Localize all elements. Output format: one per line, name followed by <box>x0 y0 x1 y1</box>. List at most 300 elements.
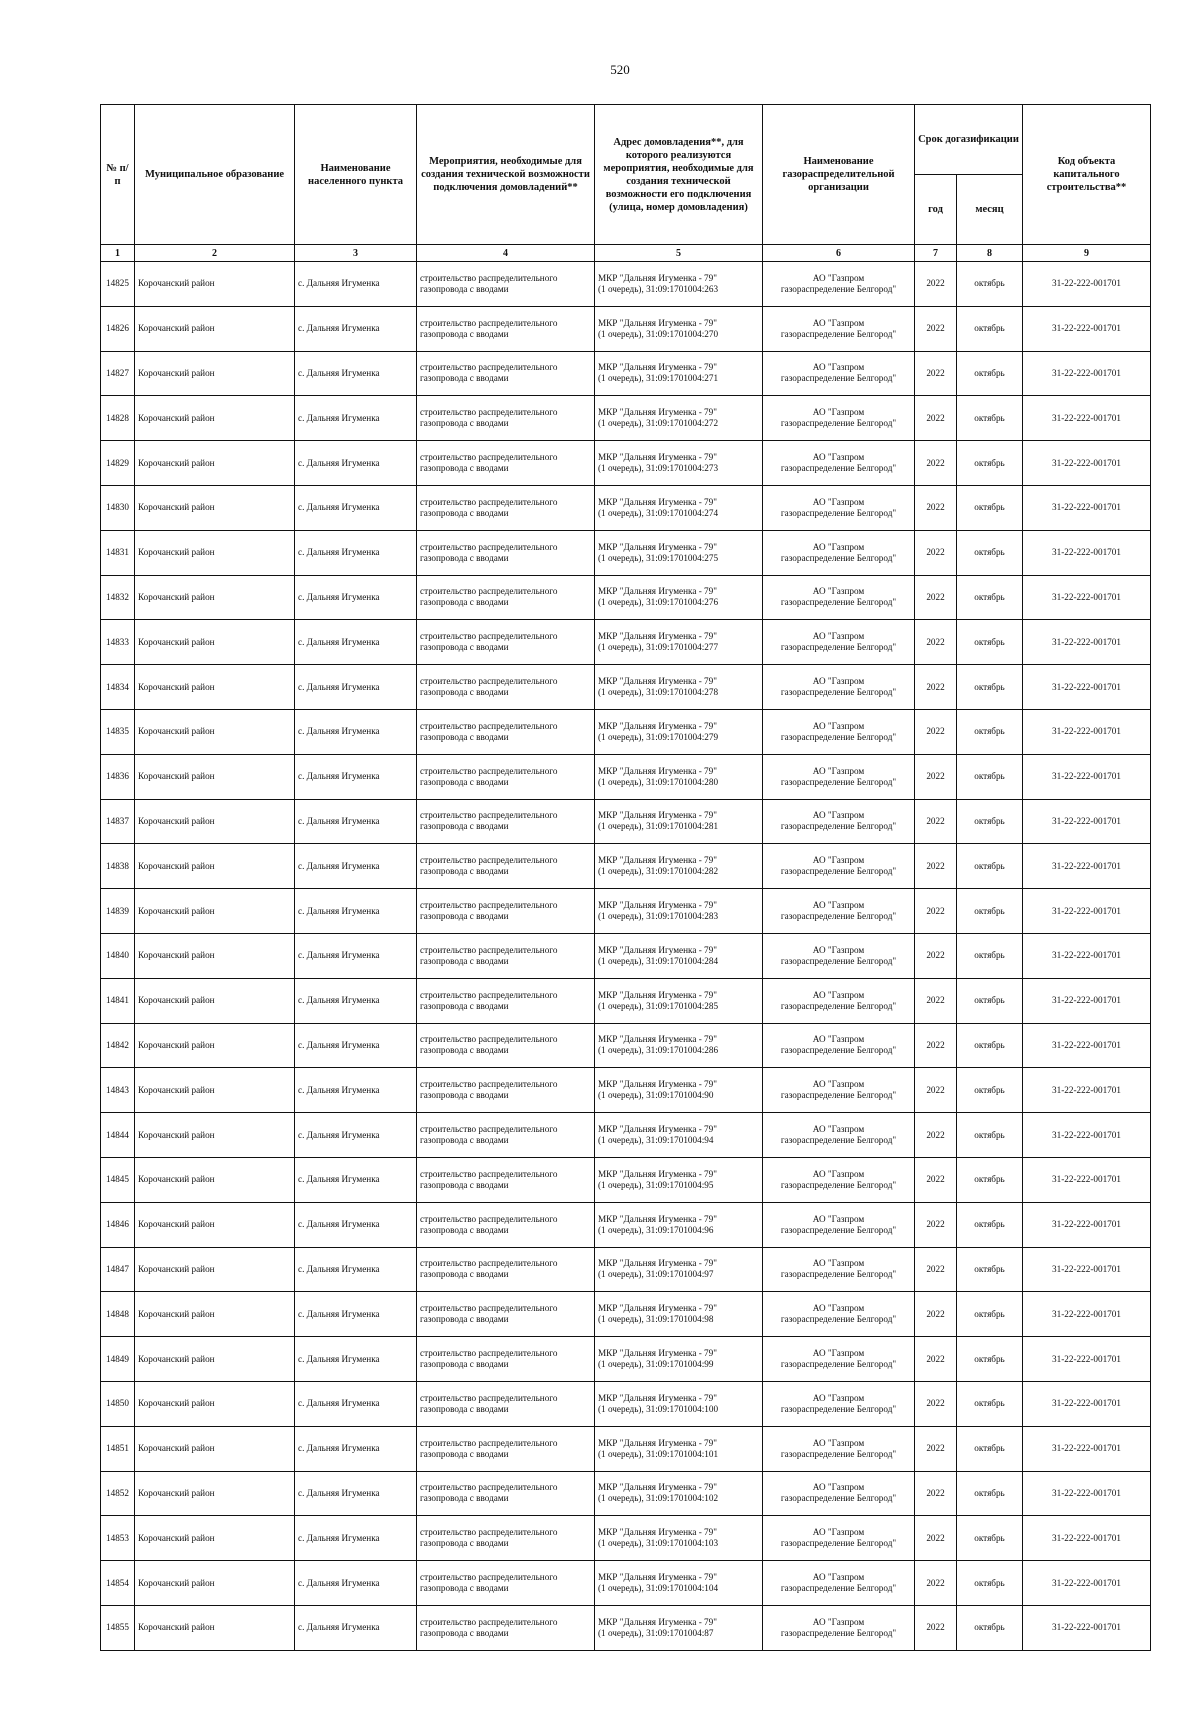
event-line: строительство распределительного <box>420 317 558 328</box>
table-row <box>101 799 1151 844</box>
code-cell: 31-22-222-001701 <box>1023 1337 1151 1382</box>
table-row <box>101 1561 1151 1606</box>
event-cell <box>417 1247 595 1292</box>
settlement-cell: с. Дальняя Игуменка <box>295 1023 417 1068</box>
address-cell <box>595 485 763 530</box>
event-line: газопровода с вводами <box>420 597 509 608</box>
year-cell: 2022 <box>915 1113 957 1158</box>
org-line: АО "Газпром <box>812 1482 865 1493</box>
address-line: МКР "Дальняя Игуменка - 79" <box>598 407 717 418</box>
row-number: 14845 <box>101 1157 135 1202</box>
event-line: газопровода с вводами <box>420 507 509 518</box>
org-line: АО "Газпром <box>812 765 865 776</box>
event-line: газопровода с вводами <box>420 1448 509 1459</box>
address-line: (1 очередь), 31:09:1701004:282 <box>598 866 719 877</box>
address-line: (1 очередь), 31:09:1701004:96 <box>598 1224 714 1235</box>
event-cell <box>417 485 595 530</box>
row-number: 14855 <box>101 1605 135 1650</box>
address-line: (1 очередь), 31:09:1701004:94 <box>598 1135 714 1146</box>
event-cell <box>417 709 595 754</box>
code-cell: 31-22-222-001701 <box>1023 799 1151 844</box>
municipality-cell: Корочанский район <box>135 889 295 934</box>
header-event: Мероприятия, необходимые для создания технической возможности подключения домовладений** <box>417 105 595 245</box>
address-line: (1 очередь), 31:09:1701004:104 <box>598 1583 719 1593</box>
municipality-cell: Корочанский район <box>135 351 295 396</box>
org-line: АО "Газпром <box>812 1616 865 1627</box>
event-line: строительство распределительного <box>420 765 558 776</box>
header-code: Код объекта капитального строительства** <box>1023 105 1151 245</box>
event-line: газопровода с вводами <box>420 1359 509 1370</box>
org-cell <box>763 889 915 934</box>
settlement-cell: с. Дальняя Игуменка <box>295 933 417 978</box>
row-number: 14828 <box>101 396 135 441</box>
org-line: АО "Газпром <box>812 900 865 911</box>
table-row <box>101 709 1151 754</box>
municipality-cell: Корочанский район <box>135 978 295 1023</box>
org-line: АО "Газпром <box>812 272 865 283</box>
table-row <box>101 441 1151 486</box>
table-row <box>101 1337 1151 1382</box>
event-line: газопровода с вводами <box>420 642 509 653</box>
event-line: газопровода с вводами <box>420 687 509 698</box>
address-line: МКР "Дальняя Игуменка - 79" <box>598 720 717 731</box>
year-cell: 2022 <box>915 665 957 710</box>
settlement-cell: с. Дальняя Игуменка <box>295 1292 417 1337</box>
org-line: газораспределение Белгород" <box>780 552 897 563</box>
row-number: 14826 <box>101 306 135 351</box>
event-cell <box>417 1471 595 1516</box>
event-line: строительство распределительного <box>420 586 558 597</box>
code-cell: 31-22-222-001701 <box>1023 351 1151 396</box>
address-line: МКР "Дальняя Игуменка - 79" <box>598 1258 717 1269</box>
year-cell: 2022 <box>915 889 957 934</box>
settlement-cell: с. Дальняя Игуменка <box>295 441 417 486</box>
event-line: газопровода с вводами <box>420 373 509 384</box>
event-line: газопровода с вводами <box>420 866 509 877</box>
row-number: 14839 <box>101 889 135 934</box>
settlement-cell: с. Дальняя Игуменка <box>295 1516 417 1561</box>
org-line: АО "Газпром <box>812 944 865 955</box>
org-line: газораспределение Белгород" <box>780 1179 897 1190</box>
org-cell <box>763 530 915 575</box>
address-cell <box>595 978 763 1023</box>
settlement-cell: с. Дальняя Игуменка <box>295 1068 417 1113</box>
address-line: МКР "Дальняя Игуменка - 79" <box>598 1527 717 1538</box>
municipality-cell: Корочанский район <box>135 485 295 530</box>
org-cell <box>763 1157 915 1202</box>
table-row <box>101 575 1151 620</box>
year-cell: 2022 <box>915 396 957 441</box>
org-line: АО "Газпром <box>812 855 865 866</box>
org-line: газораспределение Белгород" <box>780 1314 897 1325</box>
address-line: (1 очередь), 31:09:1701004:276 <box>598 597 719 608</box>
table-row <box>101 1247 1151 1292</box>
settlement-cell: с. Дальняя Игуменка <box>295 1471 417 1516</box>
row-number: 14833 <box>101 620 135 665</box>
address-cell <box>595 1561 763 1606</box>
event-cell <box>417 441 595 486</box>
address-cell <box>595 933 763 978</box>
header-month: месяц <box>957 175 1023 245</box>
year-cell: 2022 <box>915 978 957 1023</box>
row-number: 14853 <box>101 1516 135 1561</box>
org-line: газораспределение Белгород" <box>780 1493 897 1504</box>
address-cell <box>595 1202 763 1247</box>
event-line: строительство распределительного <box>420 989 558 1000</box>
org-cell <box>763 1561 915 1606</box>
address-line: (1 очередь), 31:09:1701004:101 <box>598 1448 719 1459</box>
column-numbers-row <box>101 245 1151 262</box>
year-cell: 2022 <box>915 485 957 530</box>
column-number: 4 <box>417 245 595 262</box>
event-line: газопровода с вводами <box>420 283 509 294</box>
year-cell: 2022 <box>915 754 957 799</box>
address-line: МКР "Дальняя Игуменка - 79" <box>598 1213 717 1224</box>
municipality-cell: Корочанский район <box>135 1516 295 1561</box>
month-cell: октябрь <box>957 262 1023 307</box>
event-cell <box>417 1561 595 1606</box>
org-cell <box>763 1471 915 1516</box>
event-line: строительство распределительного <box>420 720 558 731</box>
code-cell: 31-22-222-001701 <box>1023 1605 1151 1650</box>
address-line: МКР "Дальняя Игуменка - 79" <box>598 1124 717 1135</box>
municipality-cell: Корочанский район <box>135 396 295 441</box>
address-line: МКР "Дальняя Игуменка - 79" <box>598 1348 717 1359</box>
month-cell: октябрь <box>957 799 1023 844</box>
row-number: 14842 <box>101 1023 135 1068</box>
event-line: газопровода с вводами <box>420 1090 509 1101</box>
code-cell: 31-22-222-001701 <box>1023 1068 1151 1113</box>
org-line: газораспределение Белгород" <box>780 1090 897 1101</box>
org-line: АО "Газпром <box>812 586 865 597</box>
header-deadline: Срок догазификации <box>915 105 1023 175</box>
address-line: (1 очередь), 31:09:1701004:102 <box>598 1493 719 1504</box>
table-row <box>101 262 1151 307</box>
column-number: 2 <box>135 245 295 262</box>
address-cell <box>595 889 763 934</box>
address-line: (1 очередь), 31:09:1701004:100 <box>598 1403 719 1414</box>
code-cell: 31-22-222-001701 <box>1023 620 1151 665</box>
month-cell: октябрь <box>957 351 1023 396</box>
year-cell: 2022 <box>915 620 957 665</box>
event-cell <box>417 978 595 1023</box>
event-cell <box>417 1381 595 1426</box>
address-line: МКР "Дальняя Игуменка - 79" <box>598 362 717 373</box>
year-cell: 2022 <box>915 351 957 396</box>
column-number: 5 <box>595 245 763 262</box>
event-line: газопровода с вводами <box>420 821 509 832</box>
address-line: (1 очередь), 31:09:1701004:281 <box>598 821 719 832</box>
address-line: (1 очередь), 31:09:1701004:90 <box>598 1090 714 1101</box>
settlement-cell: с. Дальняя Игуменка <box>295 978 417 1023</box>
address-line: МКР "Дальняя Игуменка - 79" <box>598 1034 717 1045</box>
settlement-cell: с. Дальняя Игуменка <box>295 1426 417 1471</box>
month-cell: октябрь <box>957 889 1023 934</box>
address-line: МКР "Дальняя Игуменка - 79" <box>598 855 717 866</box>
month-cell: октябрь <box>957 530 1023 575</box>
event-line: газопровода с вводами <box>420 1179 509 1190</box>
event-line: строительство распределительного <box>420 452 558 463</box>
event-cell <box>417 1068 595 1113</box>
org-line: газораспределение Белгород" <box>780 418 897 429</box>
org-line: АО "Газпром <box>812 676 865 687</box>
settlement-cell: с. Дальняя Игуменка <box>295 1202 417 1247</box>
code-cell: 31-22-222-001701 <box>1023 1023 1151 1068</box>
row-number: 14830 <box>101 485 135 530</box>
org-cell <box>763 306 915 351</box>
address-line: МКР "Дальняя Игуменка - 79" <box>598 900 717 911</box>
code-cell: 31-22-222-001701 <box>1023 665 1151 710</box>
code-cell: 31-22-222-001701 <box>1023 844 1151 889</box>
year-cell: 2022 <box>915 1605 957 1650</box>
row-number: 14829 <box>101 441 135 486</box>
address-cell <box>595 1068 763 1113</box>
address-line: (1 очередь), 31:09:1701004:271 <box>598 373 719 384</box>
event-cell <box>417 1426 595 1471</box>
org-cell <box>763 485 915 530</box>
address-line: (1 очередь), 31:09:1701004:279 <box>598 731 719 742</box>
settlement-cell: с. Дальняя Игуменка <box>295 799 417 844</box>
code-cell: 31-22-222-001701 <box>1023 262 1151 307</box>
event-line: газопровода с вводами <box>420 1403 509 1414</box>
address-line: МКР "Дальняя Игуменка - 79" <box>598 810 717 821</box>
month-cell: октябрь <box>957 1023 1023 1068</box>
table-row <box>101 351 1151 396</box>
table-row <box>101 889 1151 934</box>
event-line: строительство распределительного <box>420 855 558 866</box>
column-number: 6 <box>763 245 915 262</box>
address-line: (1 очередь), 31:09:1701004:274 <box>598 507 719 518</box>
header-num: № п/п <box>101 105 135 245</box>
org-line: газораспределение Белгород" <box>780 283 897 294</box>
org-line: газораспределение Белгород" <box>780 1403 897 1414</box>
org-line: АО "Газпром <box>812 1213 865 1224</box>
year-cell: 2022 <box>915 844 957 889</box>
address-line: (1 очередь), 31:09:1701004:263 <box>598 283 719 294</box>
org-line: газораспределение Белгород" <box>780 1135 897 1146</box>
row-number: 14836 <box>101 754 135 799</box>
org-cell <box>763 1516 915 1561</box>
event-line: строительство распределительного <box>420 1168 558 1179</box>
municipality-cell: Корочанский район <box>135 709 295 754</box>
code-cell: 31-22-222-001701 <box>1023 754 1151 799</box>
year-cell: 2022 <box>915 1426 957 1471</box>
month-cell: октябрь <box>957 709 1023 754</box>
org-cell <box>763 799 915 844</box>
column-number: 7 <box>915 245 957 262</box>
settlement-cell: с. Дальняя Игуменка <box>295 1381 417 1426</box>
settlement-cell: с. Дальняя Игуменка <box>295 485 417 530</box>
year-cell: 2022 <box>915 1381 957 1426</box>
code-cell: 31-22-222-001701 <box>1023 1157 1151 1202</box>
org-line: АО "Газпром <box>812 1572 865 1582</box>
address-cell <box>595 1157 763 1202</box>
address-cell <box>595 844 763 889</box>
event-line: газопровода с вводами <box>420 328 509 339</box>
code-cell: 31-22-222-001701 <box>1023 1247 1151 1292</box>
event-line: строительство распределительного <box>420 631 558 642</box>
municipality-cell: Корочанский район <box>135 530 295 575</box>
address-cell <box>595 620 763 665</box>
settlement-cell: с. Дальняя Игуменка <box>295 709 417 754</box>
event-line: строительство распределительного <box>420 1034 558 1045</box>
row-number: 14835 <box>101 709 135 754</box>
row-number: 14851 <box>101 1426 135 1471</box>
address-cell <box>595 1381 763 1426</box>
event-line: газопровода с вводами <box>420 911 509 922</box>
org-line: АО "Газпром <box>812 989 865 1000</box>
event-line: газопровода с вводами <box>420 776 509 787</box>
row-number: 14831 <box>101 530 135 575</box>
event-cell <box>417 1113 595 1158</box>
event-line: газопровода с вводами <box>420 1135 509 1146</box>
year-cell: 2022 <box>915 709 957 754</box>
row-number: 14838 <box>101 844 135 889</box>
event-cell <box>417 933 595 978</box>
address-line: МКР "Дальняя Игуменка - 79" <box>598 631 717 642</box>
address-line: МКР "Дальняя Игуменка - 79" <box>598 989 717 1000</box>
org-line: газораспределение Белгород" <box>780 821 897 832</box>
event-line: строительство распределительного <box>420 541 558 552</box>
event-cell <box>417 1023 595 1068</box>
month-cell: октябрь <box>957 396 1023 441</box>
event-cell <box>417 844 595 889</box>
org-line: АО "Газпром <box>812 631 865 642</box>
address-cell <box>595 396 763 441</box>
address-line: (1 очередь), 31:09:1701004:286 <box>598 1045 719 1056</box>
table-row <box>101 396 1151 441</box>
event-line: строительство распределительного <box>420 407 558 418</box>
month-cell: октябрь <box>957 1561 1023 1606</box>
month-cell: октябрь <box>957 933 1023 978</box>
row-number: 14846 <box>101 1202 135 1247</box>
org-line: газораспределение Белгород" <box>780 328 897 339</box>
org-line: АО "Газпром <box>812 1527 865 1538</box>
org-line: газораспределение Белгород" <box>780 1538 897 1549</box>
event-line: строительство распределительного <box>420 1124 558 1135</box>
org-cell <box>763 1202 915 1247</box>
address-cell <box>595 754 763 799</box>
org-line: газораспределение Белгород" <box>780 1269 897 1280</box>
event-line: газопровода с вводами <box>420 1045 509 1056</box>
event-cell <box>417 1202 595 1247</box>
event-line: строительство распределительного <box>420 1482 558 1493</box>
municipality-cell: Корочанский район <box>135 754 295 799</box>
code-cell: 31-22-222-001701 <box>1023 575 1151 620</box>
month-cell: октябрь <box>957 620 1023 665</box>
address-line: МКР "Дальняя Игуменка - 79" <box>598 317 717 328</box>
org-line: АО "Газпром <box>812 1437 865 1448</box>
table-row <box>101 754 1151 799</box>
table-row <box>101 978 1151 1023</box>
table-row <box>101 1426 1151 1471</box>
event-line: газопровода с вводами <box>420 731 509 742</box>
municipality-cell: Корочанский район <box>135 799 295 844</box>
org-line: АО "Газпром <box>812 1392 865 1403</box>
year-cell: 2022 <box>915 1561 957 1606</box>
settlement-cell: с. Дальняя Игуменка <box>295 844 417 889</box>
address-cell <box>595 1247 763 1292</box>
address-line: (1 очередь), 31:09:1701004:285 <box>598 1000 719 1011</box>
org-line: газораспределение Белгород" <box>780 1448 897 1459</box>
event-line: газопровода с вводами <box>420 1583 509 1593</box>
address-cell <box>595 1605 763 1650</box>
year-cell: 2022 <box>915 262 957 307</box>
code-cell: 31-22-222-001701 <box>1023 1426 1151 1471</box>
settlement-cell: с. Дальняя Игуменка <box>295 665 417 710</box>
org-line: газораспределение Белгород" <box>780 597 897 608</box>
settlement-cell: с. Дальняя Игуменка <box>295 306 417 351</box>
event-line: строительство распределительного <box>420 1303 558 1314</box>
settlement-cell: с. Дальняя Игуменка <box>295 396 417 441</box>
code-cell: 31-22-222-001701 <box>1023 933 1151 978</box>
event-cell <box>417 1157 595 1202</box>
municipality-cell: Корочанский район <box>135 665 295 710</box>
org-line: газораспределение Белгород" <box>780 1583 897 1593</box>
month-cell: октябрь <box>957 1202 1023 1247</box>
code-cell: 31-22-222-001701 <box>1023 1113 1151 1158</box>
table-row <box>101 1023 1151 1068</box>
event-line: газопровода с вводами <box>420 418 509 429</box>
row-number: 14827 <box>101 351 135 396</box>
table-row <box>101 1292 1151 1337</box>
municipality-cell: Корочанский район <box>135 620 295 665</box>
code-cell: 31-22-222-001701 <box>1023 1292 1151 1337</box>
event-cell <box>417 620 595 665</box>
org-line: АО "Газпром <box>812 407 865 418</box>
address-line: (1 очередь), 31:09:1701004:270 <box>598 328 719 339</box>
org-line: газораспределение Белгород" <box>780 373 897 384</box>
org-line: газораспределение Белгород" <box>780 731 897 742</box>
org-cell <box>763 844 915 889</box>
row-number: 14837 <box>101 799 135 844</box>
table-row <box>101 620 1151 665</box>
address-line: (1 очередь), 31:09:1701004:283 <box>598 911 719 922</box>
address-line: (1 очередь), 31:09:1701004:103 <box>598 1538 719 1549</box>
org-line: АО "Газпром <box>812 362 865 373</box>
code-cell: 31-22-222-001701 <box>1023 709 1151 754</box>
municipality-cell: Корочанский район <box>135 1381 295 1426</box>
org-line: АО "Газпром <box>812 720 865 731</box>
column-number: 3 <box>295 245 417 262</box>
code-cell: 31-22-222-001701 <box>1023 889 1151 934</box>
event-line: строительство распределительного <box>420 676 558 687</box>
row-number: 14834 <box>101 665 135 710</box>
gasification-table <box>100 104 1151 1651</box>
address-line: МКР "Дальняя Игуменка - 79" <box>598 676 717 687</box>
municipality-cell: Корочанский район <box>135 1157 295 1202</box>
table-row <box>101 1157 1151 1202</box>
event-line: газопровода с вводами <box>420 1538 509 1549</box>
event-line: газопровода с вводами <box>420 1000 509 1011</box>
column-number: 8 <box>957 245 1023 262</box>
address-line: МКР "Дальняя Игуменка - 79" <box>598 1303 717 1314</box>
address-line: МКР "Дальняя Игуменка - 79" <box>598 272 717 283</box>
address-line: МКР "Дальняя Игуменка - 79" <box>598 496 717 507</box>
org-line: АО "Газпром <box>812 1258 865 1269</box>
event-line: газопровода с вводами <box>420 1269 509 1280</box>
header-org: Наименование газораспределительной организации <box>763 105 915 245</box>
row-number: 14850 <box>101 1381 135 1426</box>
event-line: газопровода с вводами <box>420 1314 509 1325</box>
year-cell: 2022 <box>915 306 957 351</box>
municipality-cell: Корочанский район <box>135 1068 295 1113</box>
event-line: строительство распределительного <box>420 1348 558 1359</box>
event-line: строительство распределительного <box>420 1527 558 1538</box>
org-cell <box>763 1337 915 1382</box>
org-line: газораспределение Белгород" <box>780 1627 897 1638</box>
municipality-cell: Корочанский район <box>135 575 295 620</box>
